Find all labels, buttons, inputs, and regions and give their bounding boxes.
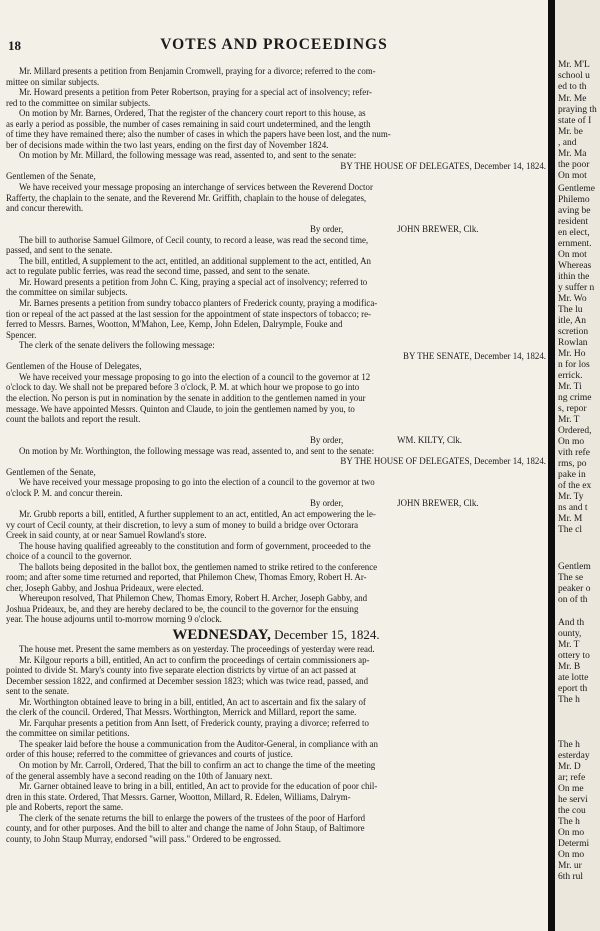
text-line: mittee on similar subjects. <box>6 76 100 87</box>
next-page-fragment: Mr. T <box>558 415 580 425</box>
next-page-fragment: The h <box>558 740 580 750</box>
next-page-fragment: Mr. B <box>558 662 581 672</box>
next-page-fragment: On mot <box>558 171 587 181</box>
by-order: By order, <box>310 435 344 446</box>
text-line: Mr. Howard presents a petition from John C. King, praying a special act of insolvency; referred to <box>19 276 368 287</box>
text-line: We have received your message proposing to go into the election of a council to the governor at 12 <box>19 371 371 382</box>
message-dateline: BY THE HOUSE OF DELEGATES, December 14, 1824. <box>340 456 546 467</box>
text-line: dren in this state. Ordered, That Messrs. Garner, Wootton, Millard, R. Edelen, Williams, Dalrym- <box>6 791 351 802</box>
next-page-fragment: Gentlem <box>558 562 591 572</box>
journal-text <box>6 66 548 844</box>
next-page-fragment: Mr. be <box>558 127 583 137</box>
next-page-fragment: school u <box>558 71 590 81</box>
text-line: We have received your message proposing to go into the election of a council to the governor at two <box>19 477 375 488</box>
next-page-fragment: praying th <box>558 105 597 115</box>
text-line: The speaker laid before the house a communication from the Auditor-General, in compliance with an <box>19 738 378 749</box>
next-page-fragment: errick. <box>558 371 583 381</box>
signature-line <box>6 498 548 509</box>
clerk-signature: JOHN BREWER, Clk. <box>397 498 479 509</box>
text-line: The house having qualified agreeably to the constitution and form of government, proceeded to the <box>19 540 371 551</box>
next-page-fragment: On me <box>558 784 584 794</box>
next-page-fragment: ottery to <box>558 651 590 661</box>
next-page-fragment: The lu <box>558 305 583 315</box>
next-page-fragment: rms, po <box>558 459 587 469</box>
next-page-fragment: itle, An <box>558 316 586 326</box>
text-line: order of this house; referred to the committee of grievances and courts of justice. <box>6 749 293 760</box>
next-page-fragment: aving be <box>558 206 591 216</box>
signature-line <box>6 435 548 446</box>
text-line: Mr. Millard presents a petition from Benjamin Cromwell, praying for a divorce; referred to the com- <box>19 66 376 76</box>
next-page-fragment: en elect, <box>558 228 590 238</box>
next-page-fragment: Mr. D <box>558 762 581 772</box>
text-line: Mr. Garner obtained leave to bring in a bill, entitled, An act to provide for the education of poor chil- <box>19 781 378 792</box>
text-line: Mr. Farquhar presents a petition from Ann Isett, of Frederick county, praying a divorce; referred to <box>19 717 369 728</box>
next-page-fragment: the poor <box>558 160 590 170</box>
message-dateline: BY THE HOUSE OF DELEGATES, December 14, 1824. <box>340 160 546 171</box>
text-line: county, and for other purposes. And the bill to alter and change the name of John Staup, of Baltimore <box>6 823 365 834</box>
next-page-fragment: On mo <box>558 437 585 447</box>
text-line: On motion by Mr. Barnes, Ordered, That the register of the chancery court report to this house, as <box>19 108 366 119</box>
next-page-fragment: Whereas <box>558 261 592 271</box>
next-page-fragment: And th <box>558 618 585 628</box>
next-page-fragment: on of th <box>558 595 588 605</box>
next-page-fragment: pake in <box>558 470 586 480</box>
next-page-fragment: state of I <box>558 116 592 126</box>
signature-line <box>6 224 548 235</box>
text-line: ple and Roberts, report the same. <box>6 802 124 813</box>
text-line: act to regulate public ferries, was read the second time, passed, and sent to the senate. <box>6 266 310 277</box>
next-page-edge <box>555 0 600 931</box>
next-page-fragment: of the ex <box>558 481 592 491</box>
next-page-fragment: Ordered, <box>558 426 592 436</box>
text-line: the committee on similar subjects. <box>6 287 128 298</box>
next-page-fragment: Mr. ur <box>558 861 582 871</box>
text-line: pointed to divide St. Mary's county into five separate election districts by virtue of an act passed at <box>6 665 357 676</box>
next-page-fragment: ounty, <box>558 629 582 639</box>
day-name: WEDNESDAY, <box>172 626 271 643</box>
next-page-fragment: On mot <box>558 250 587 260</box>
next-page-fragment: ar; refe <box>558 773 586 783</box>
text-line: Gentlemen of the House of Delegates, <box>6 361 142 372</box>
next-page-fragment: s, repor <box>558 404 587 414</box>
next-page-fragment: 6th rul <box>558 872 584 882</box>
text-line: Mr. Worthington obtained leave to bring in a bill, entitled, An act to ascertain and fix the salary of <box>19 696 366 707</box>
text-line: The bill, entitled, A supplement to the act, entitled, an additional supplement to the act, entitled, An <box>19 255 371 266</box>
text-line: vy court of Cecil county, at their discretion, to levy a sum of money to build a bridge over Octorara <box>6 519 359 530</box>
text-line: cher, Joseph Gabby, and Joshua Prideaux, were elected. <box>6 582 204 593</box>
text-line: We have received your message proposing an interchange of services between the Reverend Doctor <box>19 182 373 193</box>
next-page-fragment: The h <box>558 695 580 705</box>
next-page-fragment: The h <box>558 817 580 827</box>
by-order: By order, <box>310 498 344 509</box>
text-line: On motion by Mr. Millard, the following message was read, assented to, and sent to the senate: <box>19 150 357 161</box>
next-page-fragment: eport th <box>558 684 588 694</box>
next-page-fragment: ate lotte <box>558 673 589 683</box>
next-page-fragment: Rowlan <box>558 338 588 348</box>
next-page-fragment: ernment. <box>558 239 592 249</box>
text-line: the committee on similar petitions. <box>6 728 130 739</box>
next-page-fragment: Philemo <box>558 195 590 205</box>
clerk-signature: JOHN BREWER, Clk. <box>397 224 479 235</box>
text-line: December session 1822, and confirmed at December session 1823; which was twice read, passed, and <box>6 675 369 686</box>
text-line: county, to John Staup Murray, endorsed "will pass." Ordered to be engrossed. <box>6 833 282 844</box>
text-line: of the general assembly have a second reading on the 10th of January next. <box>6 770 273 781</box>
next-page-fragment: he servi <box>558 795 588 805</box>
text-line: The house met. Present the same members as on yesterday. The proceedings of yesterday were read. <box>19 643 375 654</box>
next-page-fragment: The se <box>558 573 584 583</box>
next-page-fragment: Mr. Ti <box>558 382 582 392</box>
text-line: Rafferty, the chaplain to the senate, and the Reverend Mr. Griffith, chaplain to the house of delegates, <box>6 192 367 203</box>
next-page-fragment: Determi <box>558 839 590 849</box>
text-line: Whereupon resolved, That Philemon Chew, Thomas Emory, Robert H. Archer, Joseph Gabby, and <box>19 593 368 604</box>
text-line: message. We have appointed Messrs. Quinton and Claude, to join the gentlemen named by you, to <box>6 403 355 414</box>
blank-line <box>6 425 548 436</box>
next-page-fragment: ng crime <box>558 393 592 403</box>
book-gutter <box>548 0 555 931</box>
text-line: the clerk of the council. Ordered, That Messrs. Worthington, Merrick and Millard, report the same. <box>6 707 357 718</box>
next-page-fragment: y suffer n <box>558 283 595 293</box>
text-line: The bill to authorise Samuel Gilmore, of Cecil county, to record a lease, was read the second time, <box>19 234 369 245</box>
next-page-fragment: Gentleme <box>558 184 595 194</box>
text-line: Joshua Prideaux, be, and they are hereby declared to be, the council to the governor for the ensuing <box>6 603 359 614</box>
text-line: ferred to Messrs. Barnes, Wootton, M'Mahon, Lee, Kemp, John Edelen, Dalrymple, Fouke and <box>6 319 343 330</box>
day-heading <box>6 626 546 644</box>
text-line: and concur therewith. <box>6 203 84 214</box>
next-page-fragment: ns and t <box>558 503 588 513</box>
next-page-fragment: , and <box>558 138 577 148</box>
day-date: December 15, 1824. <box>270 626 380 642</box>
next-page-fragment: On mo <box>558 828 585 838</box>
text-line: of time they have remained there; also the number of cases in which the papers have been lost, and the num- <box>6 129 391 140</box>
next-page-fragment: peaker o <box>558 584 591 594</box>
next-page-fragment: Mr. Wo <box>558 294 587 304</box>
text-line: as early a period as possible, the number of cases remaining in said court undetermined, and the length <box>6 118 371 129</box>
next-page-fragment: Mr. M <box>558 514 583 524</box>
next-page-fragment: Mr. Ma <box>558 149 587 159</box>
next-page-fragment: resident <box>558 217 589 227</box>
next-page-fragment: scretion <box>558 327 589 337</box>
next-page-fragment: n for los <box>558 360 590 370</box>
text-line: Creek in said county, at or near Samuel Rowland's store. <box>6 530 207 541</box>
by-order: By order, <box>310 224 344 235</box>
text-line: On motion by Mr. Carroll, Ordered, That the bill to confirm an act to change the time of the meeting <box>19 760 376 770</box>
text-line: o'clock to day. We shall not be prepared before 3 o'clock, P. M. at which hour we propose to go into <box>6 382 360 393</box>
text-line: room; and after some time returned and reported, that Philemon Chew, Thomas Emory, Robert H. Ar- <box>6 572 367 583</box>
next-page-fragment: On mo <box>558 850 585 860</box>
running-header <box>0 34 548 56</box>
text-line: sent to the senate. <box>6 686 70 697</box>
text-line: The clerk of the senate delivers the following message: <box>19 340 215 351</box>
text-line: Spencer. <box>6 329 37 340</box>
message-dateline: BY THE SENATE, December 14, 1824. <box>403 350 546 361</box>
text-line: The clerk of the senate returns the bill to enlarge the powers of the trustees of the poor of Harford <box>19 812 366 823</box>
next-page-fragment: Mr. M'L <box>558 60 590 70</box>
next-page-fragment: The cl <box>558 525 583 535</box>
text-line: Gentlemen of the Senate, <box>6 466 96 477</box>
text-line: ber of decisions made within the two last years, ending on the first day of November 1824. <box>6 139 329 150</box>
next-page-fragment: Mr. Me <box>558 94 587 104</box>
text-line: Mr. Barnes presents a petition from sundry tobacco planters of Frederick county, praying a modifica- <box>19 298 378 309</box>
text-line: count the ballots and report the result. <box>6 414 141 425</box>
next-page-fragment: ithin the <box>558 272 590 282</box>
next-page-fragment: esterday <box>558 751 590 761</box>
clerk-signature: WM. KILTY, Clk. <box>397 435 463 446</box>
text-line: red to the committee on similar subjects. <box>6 97 151 108</box>
page-number: 18 <box>8 38 21 53</box>
text-line: Mr. Grubb reports a bill, entitled, A further supplement to an act, entitled, An act empowering the le- <box>19 508 376 519</box>
text-line: choice of a council to the governor. <box>6 551 132 562</box>
next-page-fragment: Mr. Ty <box>558 492 584 502</box>
text-line: Mr. Howard presents a petition from Peter Robertson, praying for a special act of insolvency; refer- <box>19 87 372 98</box>
next-page-fragment: Mr. Ho <box>558 349 586 359</box>
text-line: The ballots being deposited in the ballot box, the gentlemen named to strike retired to the conference <box>19 561 378 572</box>
next-page-fragment: vith refe <box>558 448 590 458</box>
next-page-fragment: Mr. T <box>558 640 580 650</box>
text-line: o'clock P. M. and concur therein. <box>6 487 123 498</box>
text-line: passed, and sent to the senate. <box>6 245 113 256</box>
text-line: Mr. Kilgour reports a bill, entitled, An act to confirm the proceedings of certain commissioners ap- <box>19 654 370 665</box>
text-line: year. The house adjourns until to-morrow morning 9 o'clock. <box>6 614 222 625</box>
text-line: tion or repeal of the act passed at the last session for the appointment of state inspectors of tobacco; re- <box>6 308 371 319</box>
next-page-fragment: the cou <box>558 806 586 816</box>
blank-line <box>6 214 548 225</box>
next-page-fragment: ed to th <box>558 82 587 92</box>
text-line: On motion by Mr. Worthington, the following message was read, assented to, and sent to the senate: <box>19 445 375 456</box>
running-title: VOTES AND PROCEEDINGS <box>160 36 388 53</box>
text-line: the election. No person is put in nomination by the senate in addition to the gentlemen named in your <box>6 392 366 403</box>
text-line: Gentlemen of the Senate, <box>6 171 96 182</box>
